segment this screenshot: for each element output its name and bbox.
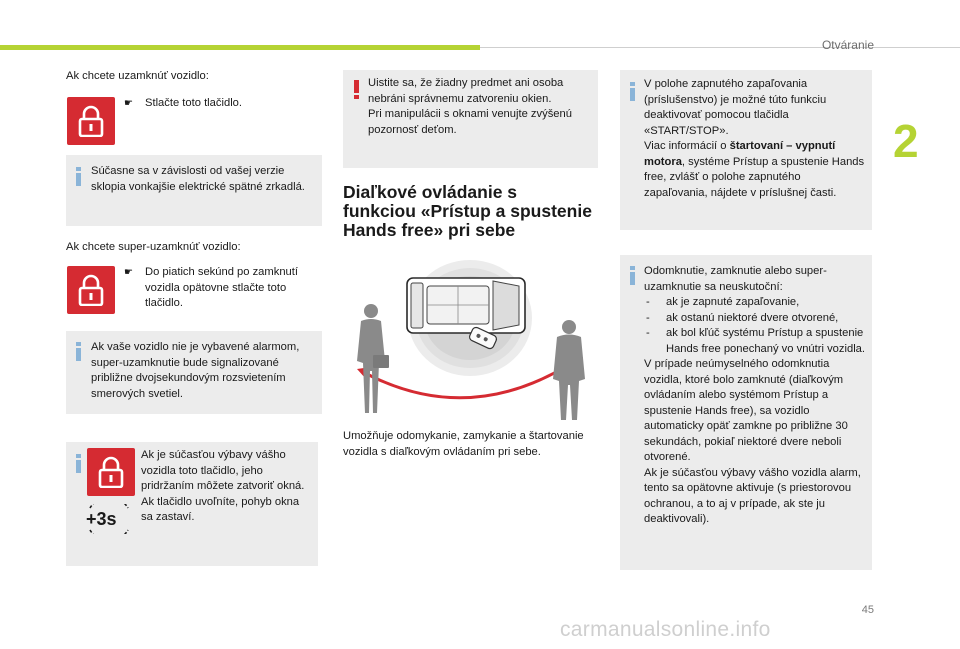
warning-box (343, 70, 598, 168)
lock-icon (98, 456, 124, 488)
list-item: - ak bol kľúč systému Prístup a spustenie Hands free ponechaný vo vnútri vozidla. (644, 326, 868, 357)
relock-note: V prípade neúmyselného odomknutia vozidla, ktoré bolo zamknuté (diaľkovým ovládaním alebo systémom Prístup a spustenie Hands free), sa vozidlo automaticky opäť zamkne po približne 30 sekundách, pokiaľ niektoré dvere neboli otvorené. (644, 358, 848, 463)
info-icon (630, 82, 635, 101)
warning-text: Uistite sa, že žiadny predmet ani osoba nebráni správnemu zatvoreniu okien. Pri manipulácii s oknami venujte zvýšenú pozornosť deťom. (368, 77, 572, 136)
info-icon (630, 266, 635, 285)
mirror-note-box (66, 155, 322, 226)
page-number: 45 (861, 604, 874, 616)
list-item: - ak je zapnuté zapaľovanie, (644, 295, 868, 311)
ignition-note-box (620, 70, 872, 230)
bullet-icon: ☛ (124, 267, 133, 278)
ignition-note-2c: , systéme Prístup a spustenie Hands free, zvlášť o polohe zapnutého zapaľovania, nájdete v príslušnej časti. (644, 155, 865, 199)
list-item: - ak ostanú niektoré dvere otvorené, (644, 311, 868, 327)
header-accent-bar (0, 45, 480, 50)
lock-button-image (67, 97, 115, 145)
header-rule (480, 47, 960, 48)
section-title: Otváranie (821, 38, 874, 52)
warning-icon (354, 80, 359, 99)
window-note: Ak je súčasťou výbavy vášho vozidla toto tlačidlo, jeho pridržaním môžete zatvoriť okná. Ak tlačidlo uvoľníte, pohyb okna sa zastaví. (141, 449, 305, 523)
info-icon (76, 342, 81, 361)
info-icon (76, 167, 81, 186)
feature-description: Umožňuje odomykanie, zamykanie a štartovanie vozidla s diaľkovým ovládaním pri sebe. (343, 430, 584, 458)
hold-3s-icon (84, 504, 134, 534)
hands-free-illustration (343, 253, 598, 420)
ignition-note-2a: Viac informácií o (644, 140, 730, 152)
lock-icon (78, 105, 104, 137)
lock-step: Stlačte toto tlačidlo. (145, 97, 243, 109)
lock-icon (78, 274, 104, 306)
bullet-icon: ☛ (124, 98, 133, 109)
lock-button-image (87, 448, 135, 496)
super-lock-button-image (67, 266, 115, 314)
ignition-note (644, 77, 866, 201)
section-heading: Diaľkové ovládanie s funkciou «Prístup a spustenie Hands free» pri sebe (343, 182, 592, 240)
super-lock-intro: Ak chcete super-uzamknúť vozidlo: (66, 241, 241, 253)
alarm-reactivation-note: Ak je súčasťou výbavy vášho vozidla alarm, tento sa opätovne aktivuje (s priestorovou ochranou, a to aj v prípade, ak ste ju deaktivovali). (644, 466, 861, 525)
ignition-note-1: V polohe zapnutého zapaľovania (príslušenstvo) je možné túto funkciu deaktivovať pomocou tlačidla «START/STOP». (644, 78, 827, 137)
alarm-note-box (66, 331, 322, 414)
info-icon (76, 454, 81, 473)
watermark: carmanualsonline.info (560, 618, 771, 641)
lock-intro: Ak chcete uzamknúť vozidlo: (66, 70, 209, 82)
hold-3s-label: +3s (86, 509, 117, 529)
window-note-box (66, 442, 318, 566)
unlock-conditions-list (644, 295, 868, 357)
super-lock-step: Do piatich sekúnd po zamknutí vozidla opätovne stlačte toto tlačidlo. (145, 266, 298, 309)
unlock-note-box (620, 255, 872, 570)
mirror-note: Súčasne sa v závislosti od vašej verzie sklopia vonkajšie elektrické spätné zrkadlá. (91, 165, 305, 193)
unlock-intro: Odomknutie, zamknutie alebo super-uzamknutie sa neuskutoční: (644, 265, 827, 293)
start-stop-reference: štartovaní – vypnutí motora (644, 140, 836, 168)
chapter-number: 2 (893, 115, 919, 167)
alarm-note: Ak vaše vozidlo nie je vybavené alarmom, super-uzamknutie bude signalizované približne dvojsekundovým rozsvietením smerových svetiel. (91, 341, 300, 400)
unlock-note (644, 264, 868, 528)
